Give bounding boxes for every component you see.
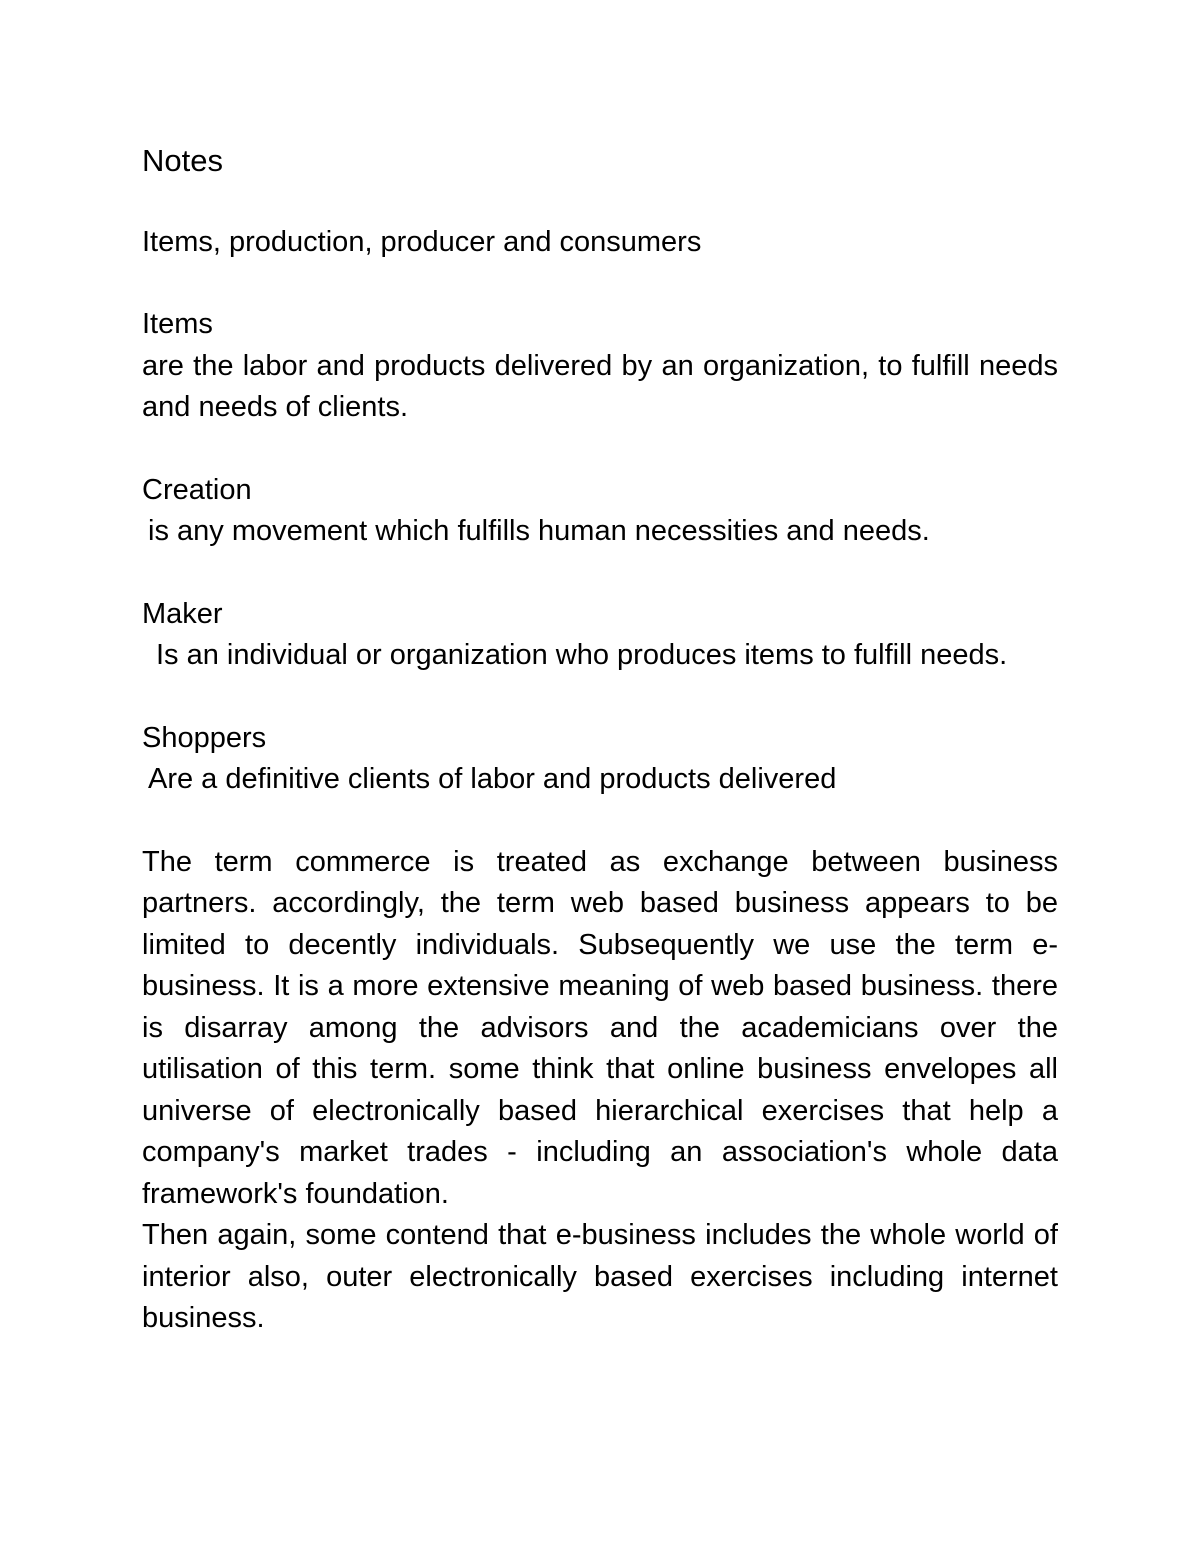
- document-title: Notes: [142, 143, 223, 178]
- section-items: [142, 304, 1058, 429]
- section-definition: is any movement which fulfills human necessities and needs.: [148, 515, 930, 547]
- section-heading: Maker: [142, 597, 223, 630]
- section-definition: are the labor and products delivered by an organization, to fulfill needs and needs of clients.: [142, 349, 1058, 423]
- body-paragraph: Then again, some contend that e-business includes the whole world of interior also, outer electronically based exercises including internet business.: [142, 1219, 1058, 1334]
- document-page: [142, 140, 1058, 1340]
- section-creation: [142, 470, 1058, 553]
- section-maker: [142, 594, 1058, 677]
- section-heading: Creation: [142, 473, 252, 506]
- body-paragraph: The term commerce is treated as exchange between business partners. accordingly, the term web based business appears to be limited to decently individuals. Subsequently we use the term e-business. It is a more extensive meaning of web based business. there is disarray among the advisors and the academicians over the utilisation of this term. some think that online business envelopes all universe of electronically based hierarchical exercises that help a company's market trades - including an association's whole data framework's foundation.: [142, 845, 1058, 1210]
- section-heading: Items: [142, 308, 213, 340]
- section-definition: Are a definitive clients of labor and products delivered: [148, 763, 837, 795]
- section-heading: Shoppers: [142, 721, 267, 754]
- document-subtitle: Items, production, producer and consumers: [142, 225, 702, 258]
- section-shoppers: [142, 718, 1058, 801]
- section-definition: Is an individual or organization who produces items to fulfill needs.: [156, 639, 1008, 671]
